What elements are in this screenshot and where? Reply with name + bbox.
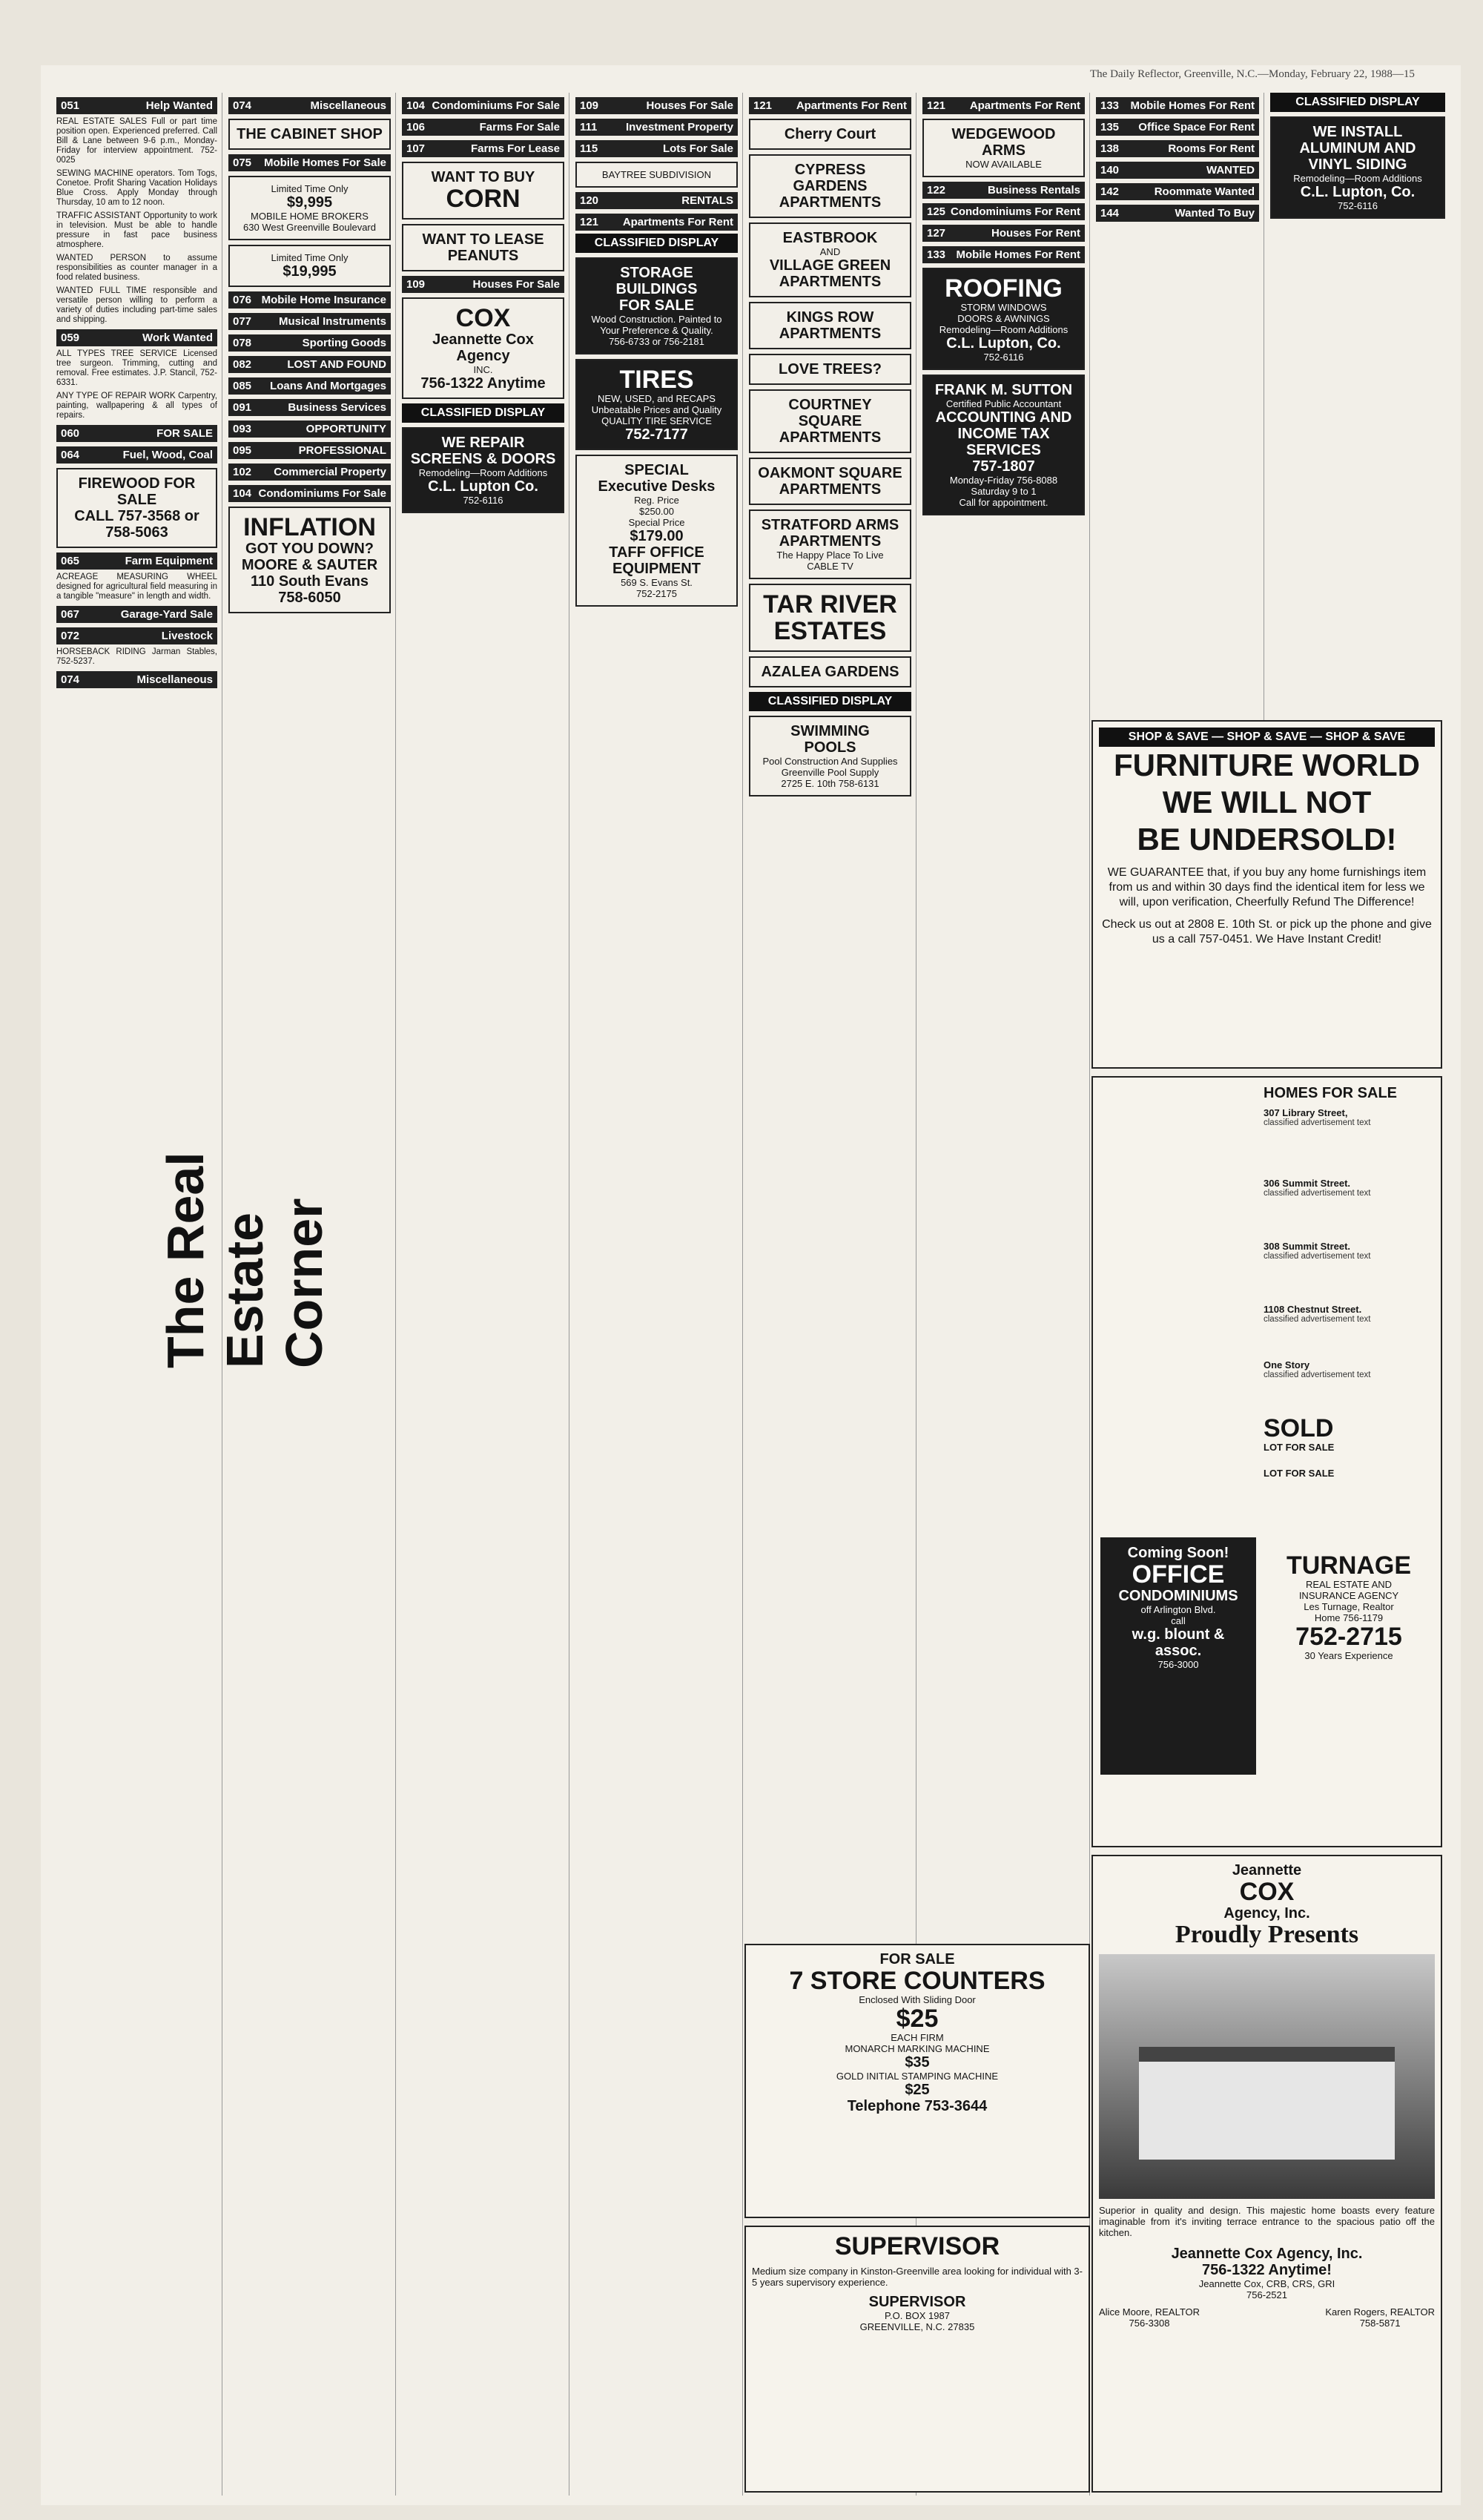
storage-buildings-ad: STORAGE BUILDINGS FOR SALE Wood Construction. Painted to Your Preference & Quality. 756-6733 or 756-2181 — [575, 257, 738, 354]
classified-ad: ALL TYPES TREE SERVICE Licensed tree surgeon. Trimming, cutting and removal. Free estimates. J.P. Stancil, 752-6331. — [56, 349, 217, 387]
section-header: 115 Lots For Sale — [575, 140, 738, 157]
section-header: 109 Houses For Sale — [402, 276, 564, 293]
classified-ad: WANTED FULL TIME responsible and versatile person willing to perform a variety of duties including part-time sales and shipping. — [56, 286, 217, 324]
section-header: 142 Roommate Wanted — [1096, 183, 1259, 200]
section-header: 082 LOST AND FOUND — [228, 356, 391, 373]
section-header: 072 Livestock — [56, 627, 217, 644]
wedgewood-arms-ad: WEDGEWOOD ARMS NOW AVAILABLE — [922, 119, 1085, 177]
section-header: 140 WANTED — [1096, 162, 1259, 179]
coming-soon-ad: Coming Soon! OFFICE CONDOMINIUMS off Arlington Blvd. call w.g. blount & assoc. 756-3000 — [1100, 1537, 1256, 1775]
section-header: 138 Rooms For Rent — [1096, 140, 1259, 157]
real-estate-corner: HOMES FOR SALE 307 Library Street, classified advertisement text 306 Summit Street. classified advertisement text 308 Summit Street. classified advertisement text 1108 Chestnut Street. classified advertisement text One Story classified advertisement text SOLD LOT FOR SALE LOT FOR SALE Coming Soon! OFFICE CONDOMINIUMS off Arlington Blvd. call w.g. blount & assoc. 756-3000 TURNAGE REAL ESTATE AND INSURANCE AGENCY Les Turnage, Realtor Home 756-1179 752-2715 30 Years Experience — [1091, 1076, 1442, 1847]
section-header: 125 Condominiums For Rent — [922, 203, 1085, 220]
classified-display-banner: CLASSIFIED DISPLAY — [749, 692, 911, 711]
screens-doors-ad: WE REPAIR SCREENS & DOORS Remodeling—Room Additions C.L. Lupton Co. 752-6116 — [402, 427, 564, 513]
section-header: 122 Business Rentals — [922, 182, 1085, 199]
cox-ad: COX Jeannette Cox Agency INC. 756-1322 Anytime — [402, 297, 564, 399]
inflation-ad: INFLATION GOT YOU DOWN? MOORE & SAUTER 110 South Evans 758-6050 — [228, 507, 391, 613]
house-photo — [1099, 1954, 1435, 2199]
mobile-home-ad-2: Limited Time Only $19,995 — [228, 245, 391, 287]
cpa-ad: FRANK M. SUTTON Certified Public Accountant ACCOUNTING AND INCOME TAX SERVICES 757-1807 Monday-Friday 756-8088 Saturday 9 to 1 Call for appointment. — [922, 375, 1085, 515]
section-header: 109 Houses For Sale — [575, 97, 738, 114]
page-header: The Daily Reflector, Greenville, N.C.—Monday, February 22, 1988—15 — [1090, 68, 1415, 80]
classified-ad: WANTED PERSON to assume responsibilities as counter manager in a food related business. — [56, 254, 217, 282]
section-header: 127 Houses For Rent — [922, 225, 1085, 242]
tar-river-ad: TAR RIVER ESTATES — [749, 584, 911, 652]
section-header: 135 Office Space For Rent — [1096, 119, 1259, 136]
cabinet-shop-ad: THE CABINET SHOP — [228, 119, 391, 150]
classified-ad: ACREAGE MEASURING WHEEL designed for agricultural field measuring in a tangible "measure" in length and width. — [56, 573, 217, 601]
section-header: 133 Mobile Homes For Rent — [1096, 97, 1259, 114]
section-header: 093 OPPORTUNITY — [228, 420, 391, 438]
love-trees-ad: LOVE TREES? — [749, 354, 911, 385]
peanuts-ad: WANT TO LEASE PEANUTS — [402, 224, 564, 271]
section-header: 091 Business Services — [228, 399, 391, 416]
turnage-ad: TURNAGE REAL ESTATE AND INSURANCE AGENCY Les Turnage, Realtor Home 756-1179 752-2715 30 Years Experience — [1286, 1551, 1412, 1661]
section-header: 085 Loans And Mortgages — [228, 377, 391, 395]
section-header: 078 Sporting Goods — [228, 334, 391, 352]
section-header: 104 Condominiums For Sale — [228, 485, 391, 502]
cypress-gardens-ad: CYPRESS GARDENS APARTMENTS — [749, 154, 911, 218]
section-header: 144 Wanted To Buy — [1096, 205, 1259, 222]
want-to-buy-corn-ad: WANT TO BUY CORN — [402, 162, 564, 220]
oakmont-square-ad: OAKMONT SQUARE APARTMENTS — [749, 458, 911, 505]
tires-ad: TIRES NEW, USED, and RECAPS Unbeatable Prices and Quality QUALITY TIRE SERVICE 752-7177 — [575, 359, 738, 450]
section-header: 095 PROFESSIONAL — [228, 442, 391, 459]
classified-display-banner: CLASSIFIED DISPLAY — [575, 234, 738, 253]
classified-columns — [52, 93, 1450, 2496]
section-header: 074 Miscellaneous — [56, 671, 217, 688]
column-8 — [1266, 93, 1450, 708]
classified-ad: HORSEBACK RIDING Jarman Stables, 752-5237. — [56, 647, 217, 666]
section-header: 067 Garage-Yard Sale — [56, 606, 217, 623]
section-header: 121 Apartments For Rent — [575, 214, 738, 231]
column-4 — [571, 93, 743, 2496]
section-header: 064 Fuel, Wood, Coal — [56, 446, 217, 464]
section-header: 121 Apartments For Rent — [922, 97, 1085, 114]
section-header: 051 Help Wanted — [56, 97, 217, 114]
classified-ad: TRAFFIC ASSISTANT Opportunity to work in television. Must be able to handle pressure in fast pace business atmosphere. — [56, 211, 217, 249]
courtney-square-ad: COURTNEY SQUARE APARTMENTS — [749, 389, 911, 453]
swimming-pools-ad: SWIMMING POOLS Pool Construction And Supplies Greenville Pool Supply 2725 E. 10th 758-6131 — [749, 716, 911, 796]
section-header: 075 Mobile Homes For Sale — [228, 154, 391, 171]
section-header: 104 Condominiums For Sale — [402, 97, 564, 114]
azalea-gardens-ad: AZALEA GARDENS — [749, 656, 911, 687]
classified-ad: ANY TYPE OF REPAIR WORK Carpentry, painting, wallpapering & all types of repairs. — [56, 392, 217, 420]
section-header: 133 Mobile Homes For Rent — [922, 246, 1085, 263]
section-header: 111 Investment Property — [575, 119, 738, 136]
siding-ad: WE INSTALL ALUMINUM AND VINYL SIDING Remodeling—Room Additions C.L. Lupton, Co. 752-6116 — [1270, 116, 1445, 219]
classified-ad: REAL ESTATE SALES Full or part time position open. Experienced preferred. Call Bill & Lane between 9-6 p.m., Monday-Friday for interview appointment. 752-0025 — [56, 117, 217, 165]
section-header: 065 Farm Equipment — [56, 553, 217, 570]
store-counters-ad: FOR SALE 7 STORE COUNTERS Enclosed With Sliding Door $25 EACH FIRM MONARCH MARKING MACHINE $35 GOLD INITIAL STAMPING MACHINE $25 Telephone 753-3644 — [744, 1944, 1090, 2218]
section-header: 106 Farms For Sale — [402, 119, 564, 136]
section-header: 102 Commercial Property — [228, 464, 391, 481]
section-header: 121 Apartments For Rent — [749, 97, 911, 114]
section-header: 107 Farms For Lease — [402, 140, 564, 157]
section-header: 076 Mobile Home Insurance — [228, 291, 391, 309]
section-header: 077 Musical Instruments — [228, 313, 391, 330]
eastbrook-ad: EASTBROOK AND VILLAGE GREEN APARTMENTS — [749, 222, 911, 297]
classified-display-banner: CLASSIFIED DISPLAY — [1270, 93, 1445, 112]
baytree-ad: BAYTREE SUBDIVISION — [575, 162, 738, 188]
cherry-court-ad: Cherry Court — [749, 119, 911, 150]
executive-desks-ad: SPECIAL Executive Desks Reg. Price $250.00 Special Price $179.00 TAFF OFFICE EQUIPMENT 569 S. Evans St. 752-2175 — [575, 455, 738, 607]
classified-ad: SEWING MACHINE operators. Tom Togs, Conetoe. Profit Sharing Vacation Holidays Blue Cross. Apply Monday through Thursday, 10 am to 12 noon. — [56, 169, 217, 207]
section-header: 060 FOR SALE — [56, 425, 217, 442]
real-estate-corner-title: The Real Estate Corner — [156, 1152, 333, 1368]
stratford-arms-ad: STRATFORD ARMS APARTMENTS The Happy Place To Live CABLE TV — [749, 509, 911, 579]
classified-display-banner: CLASSIFIED DISPLAY — [402, 403, 564, 423]
section-header: 059 Work Wanted — [56, 329, 217, 346]
section-header: 074 Miscellaneous — [228, 97, 391, 114]
furniture-world-ad: SHOP & SAVE — SHOP & SAVE — SHOP & SAVE FURNITURE WORLD WE WILL NOT BE UNDERSOLD! WE GUARANTEE that, if you buy any home furnishings item from us and within 30 days find the identical item for less we will, upon verification, Cheerfully Refund The Difference! Check us out at 2808 E. 10th St. or pick up the phone and give us a call 757-0451. We Have Instant Credit! — [1091, 720, 1442, 1069]
supervisor-ad: SUPERVISOR Medium size company in Kinston-Greenville area looking for individual with 3-5 years supervisory experience. SUPERVISOR P.O. BOX 1987 GREENVILLE, N.C. 27835 — [744, 2226, 1090, 2493]
kings-row-ad: KINGS ROW APARTMENTS — [749, 302, 911, 349]
section-header: 120 RENTALS — [575, 192, 738, 209]
firewood-ad: FIREWOOD FOR SALE CALL 757-3568 or 758-5063 — [56, 468, 217, 548]
cox-agency-ad: Jeannette COX Agency, Inc. Proudly Presents Superior in quality and design. This majestic home boasts every feature imaginable from it's inviting terrace entrance to the spacious patio off the kitchen. Jeannette Cox Agency, Inc. 756-1322 Anytime! Jeannette Cox, CRB, CRS, GRI 756-2521 Alice Moore, REALTOR 756-3308 Karen Rogers, REALTOR 758-5871 — [1091, 1855, 1442, 2493]
column-3 — [397, 93, 569, 2496]
roofing-ad: ROOFING STORM WINDOWS DOORS & AWNINGS Remodeling—Room Additions C.L. Lupton, Co. 752-6116 — [922, 268, 1085, 370]
mobile-home-ad: Limited Time Only $9,995 MOBILE HOME BROKERS 630 West Greenville Boulevard — [228, 176, 391, 240]
